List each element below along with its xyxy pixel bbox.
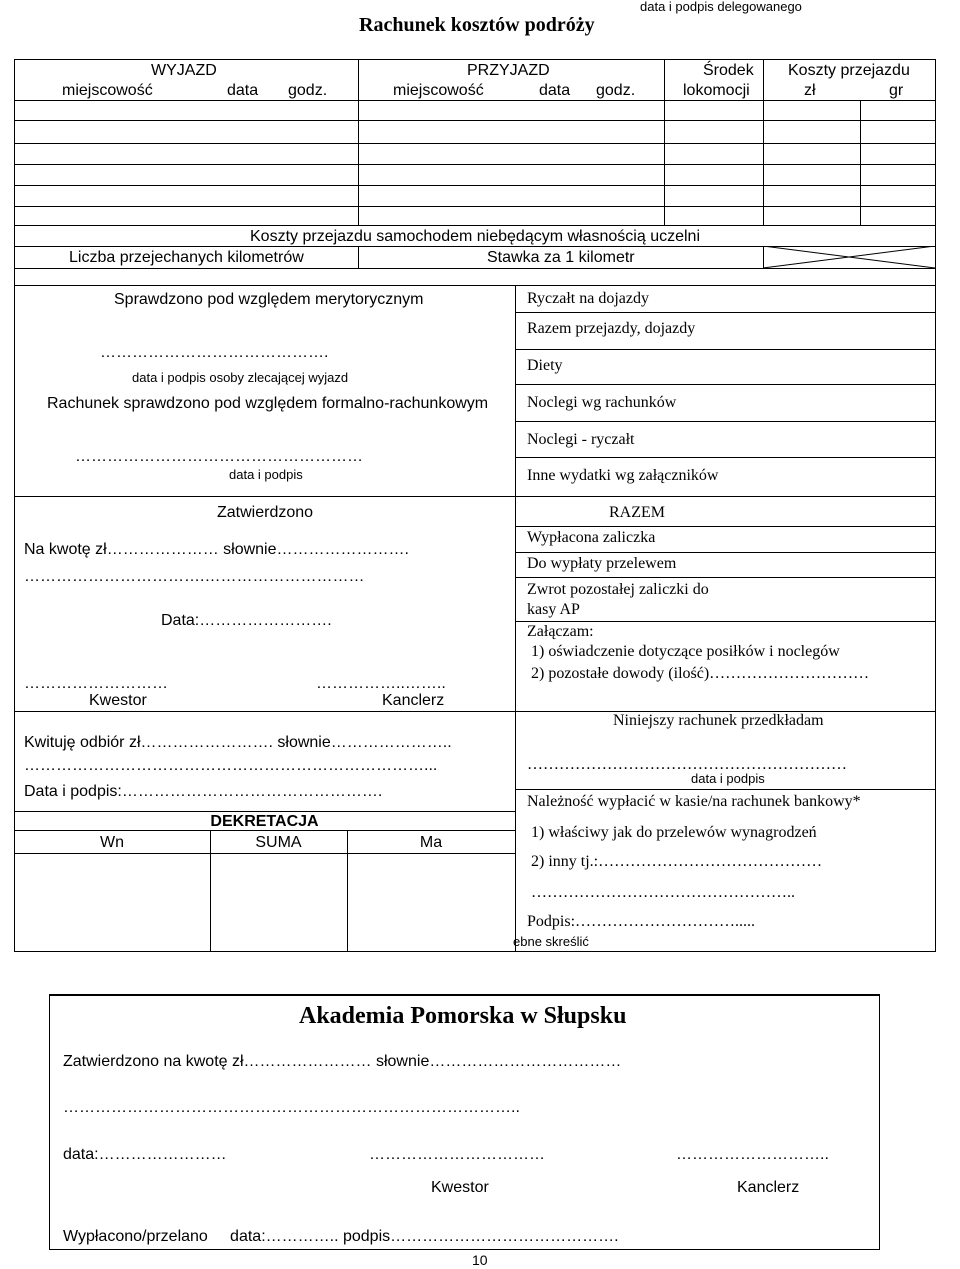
middle-top-rule bbox=[14, 285, 936, 286]
submit-signature-caption: data i podpis bbox=[691, 771, 765, 786]
receipt-date-line: Data i podpis:…………………………………………. bbox=[24, 783, 383, 800]
decret-wn: Wn bbox=[100, 834, 124, 851]
lodging-bills-label: Noclegi wg rachunków bbox=[527, 394, 677, 411]
signature-line: Podpis:…………………………..... bbox=[527, 913, 756, 930]
amount-line-2: …………………………….………………………… bbox=[24, 568, 365, 585]
col-arrival-time: godz. bbox=[596, 82, 636, 99]
box-kwestor-label: Kwestor bbox=[431, 1179, 489, 1196]
total-travel-label: Razem przejazdy, dojazdy bbox=[527, 320, 696, 337]
other-expenses-label: Inne wydatki wg załączników bbox=[527, 467, 719, 484]
submit-label: Niniejszy rachunek przedkładam bbox=[613, 712, 824, 729]
col-gr: gr bbox=[889, 82, 904, 99]
university-title: Akademia Pomorska w Słupsku bbox=[299, 1003, 627, 1029]
kanclerz-signature-dots: ……………………….. bbox=[676, 1146, 829, 1163]
total-label: RAZEM bbox=[609, 504, 665, 521]
transport-header-2: lokomocji bbox=[683, 82, 750, 99]
signature-note: data i podpis delegowanego bbox=[640, 0, 802, 14]
page-number: 10 bbox=[472, 1252, 488, 1268]
advance-paid-label: Wypłacona zaliczka bbox=[527, 529, 656, 546]
formal-signature-caption: data i podpis bbox=[229, 467, 303, 482]
departure-header: WYJAZD bbox=[151, 62, 217, 79]
merit-check-label: Sprawdzono pod względem merytorycznym bbox=[114, 291, 424, 308]
diets-label: Diety bbox=[527, 357, 563, 374]
decret-suma: SUMA bbox=[255, 834, 302, 851]
attachment-item-2: 2) pozostałe dowody (ilość)………………………… bbox=[531, 665, 870, 682]
kwestor-signature-dots: …………………………… bbox=[369, 1146, 545, 1163]
lump-travel-label: Ryczałt na dojazdy bbox=[527, 290, 649, 307]
pay-dots: ………………………………………….. bbox=[531, 884, 795, 901]
decret-title: DEKRETACJA bbox=[210, 813, 319, 830]
formal-dots: ……………………………………………… bbox=[75, 448, 363, 465]
approval-box bbox=[49, 994, 880, 1250]
kanclerz-dots: ……………..…….. bbox=[316, 675, 446, 692]
col-departure-place: miejscowość bbox=[62, 82, 153, 99]
approval-date-line: data:…………………… bbox=[63, 1146, 227, 1163]
col-departure-date: data bbox=[227, 82, 259, 99]
pay-option-1: 1) właściwy jak do przelewów wynagrodzeń bbox=[531, 824, 817, 841]
attachments-label: Załączam: bbox=[527, 623, 594, 640]
transport-header-1: Środek bbox=[703, 62, 754, 79]
form-bottom-rule bbox=[14, 951, 936, 952]
middle-divider bbox=[515, 285, 516, 952]
decret-ma: Ma bbox=[419, 834, 443, 851]
kanclerz-label: Kanclerz bbox=[382, 692, 445, 709]
merit-dots: ……………………………………. bbox=[100, 344, 329, 361]
transfer-label: Do wypłaty przelewem bbox=[527, 555, 677, 572]
return-advance-label-2: kasy AP bbox=[527, 601, 580, 618]
approved-label: Zatwierdzono bbox=[217, 504, 314, 521]
amount-line: Na kwotę zł………………… słownie……………………. bbox=[24, 541, 409, 558]
col-departure-time: godz. bbox=[288, 82, 328, 99]
pay-label: Należność wypłacić w kasie/na rachunek bankowy* bbox=[527, 793, 861, 810]
crossed-cell-icon bbox=[763, 246, 935, 268]
receipt-line: Kwituję odbiór zł……………………. słownie………………….. bbox=[24, 734, 452, 751]
merit-signature-caption: data i podpis osoby zlecającej wyjazd bbox=[132, 370, 349, 385]
paid-line: Wypłacono/przelano data:………….. podpis……………………………………. bbox=[63, 1228, 619, 1245]
submit-dots: …………………………………………………… bbox=[527, 756, 847, 773]
approved-dots-line: ………………………………………………………………………….. bbox=[63, 1099, 520, 1116]
rate-label: Stawka za 1 kilometr bbox=[487, 249, 635, 266]
approved-amount-line: Zatwierdzono na kwotę zł…………………… słownie……………………………… bbox=[63, 1053, 622, 1070]
col-arrival-date: data bbox=[539, 82, 571, 99]
lodging-lump-label: Noclegi - ryczałt bbox=[527, 431, 635, 448]
arrival-header: PRZYJAZD bbox=[467, 62, 550, 79]
return-advance-label-1: Zwrot pozostałej zaliczki do bbox=[527, 581, 709, 598]
car-section-title: Koszty przejazdu samochodem niebędącym własnością uczelni bbox=[250, 228, 700, 245]
box-kanclerz-label: Kanclerz bbox=[737, 1179, 800, 1196]
kwestor-label: Kwestor bbox=[89, 692, 147, 709]
footnote: ebne skreślić bbox=[513, 934, 589, 949]
col-zl: zł bbox=[804, 82, 816, 99]
approve-rule bbox=[14, 496, 936, 497]
attachment-item-1: 1) oświadczenie dotyczące posiłków i noclegów bbox=[531, 643, 840, 660]
col-arrival-place: miejscowość bbox=[393, 82, 484, 99]
receipt-line-2: …………………………………………………………………... bbox=[24, 757, 438, 774]
approve-date-line: Data:……………………. bbox=[161, 612, 332, 629]
formal-check-label: Rachunek sprawdzono pod względem formalno-rachunkowym bbox=[47, 395, 489, 412]
km-label: Liczba przejechanych kilometrów bbox=[69, 249, 304, 266]
cost-header: Koszty przejazdu bbox=[788, 62, 910, 79]
document-title: Rachunek kosztów podróży bbox=[359, 14, 595, 36]
kwestor-dots: ……………………… bbox=[24, 675, 168, 692]
pay-option-2: 2) inny tj.:…………………………………… bbox=[531, 853, 823, 870]
